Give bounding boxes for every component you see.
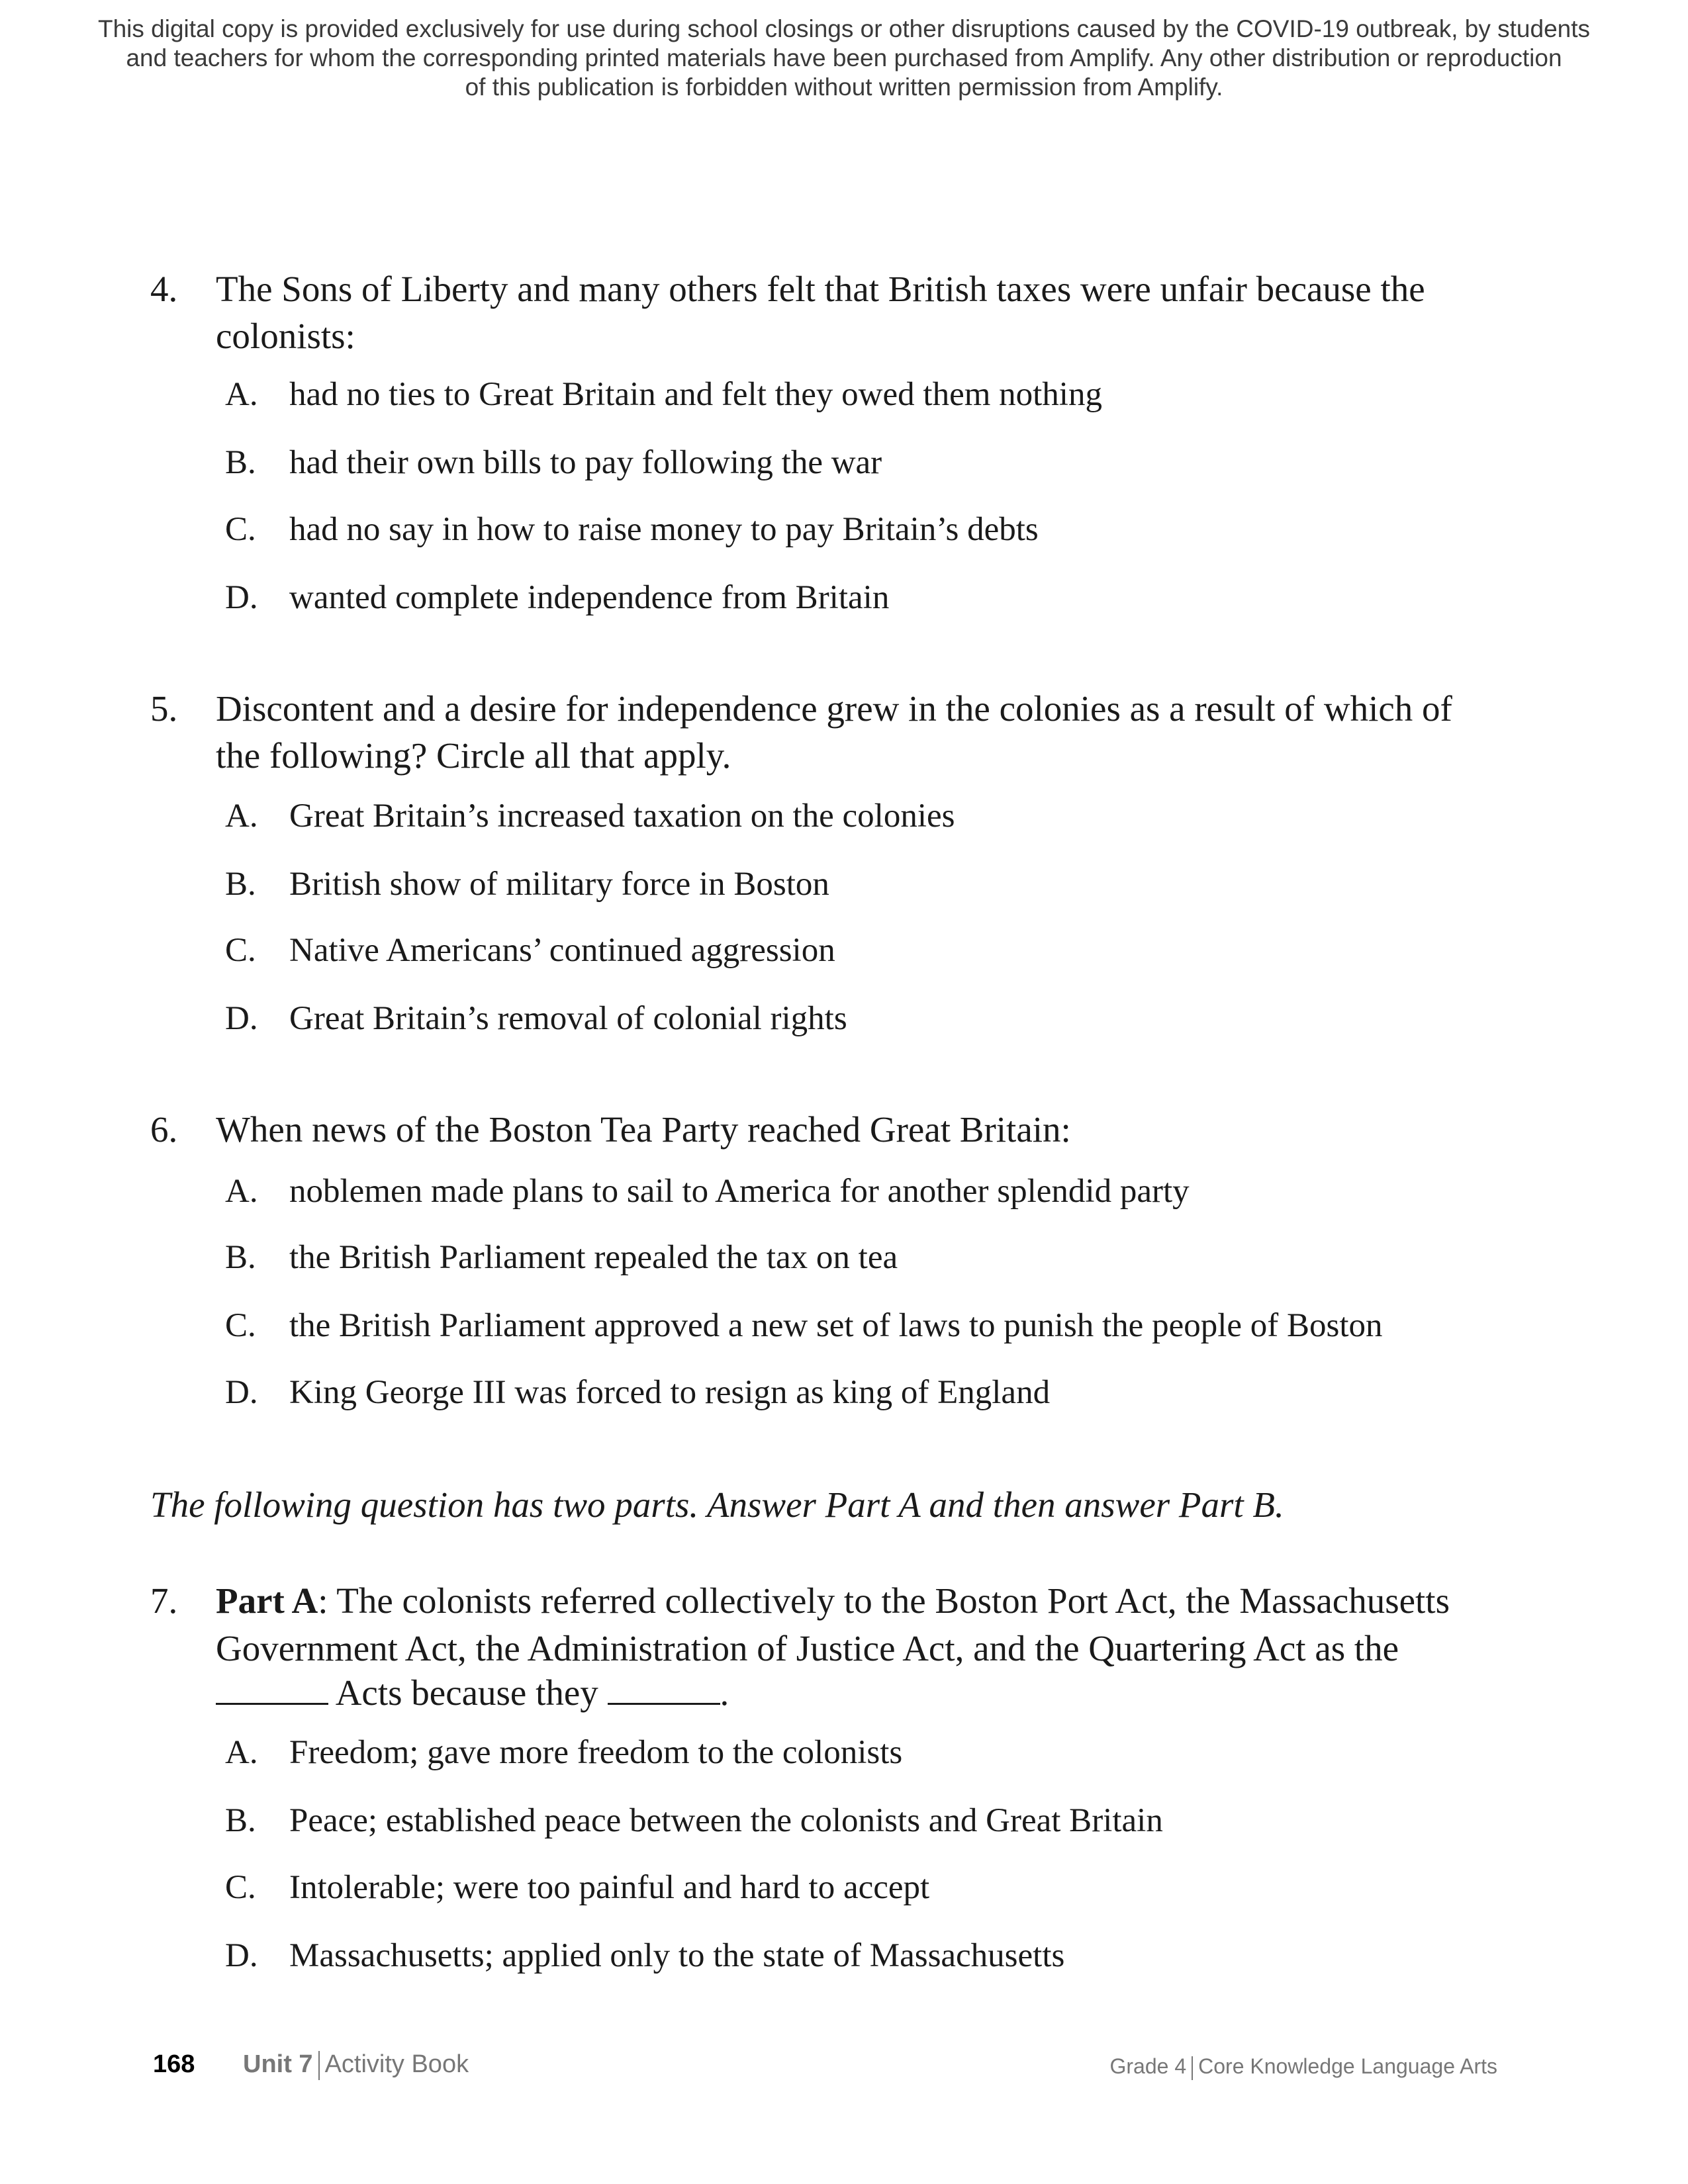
footer-unit (243, 2050, 469, 2080)
question-number: 7. (150, 1580, 178, 1621)
option-text[interactable]: had no say in how to raise money to pay Britain’s debts (289, 511, 1039, 548)
question-number: 4. (150, 269, 178, 309)
book-label: Activity Book (324, 2050, 469, 2078)
option-text[interactable]: King George III was forced to resign as king of England (289, 1374, 1051, 1411)
question-text: Government Act, the Administration of Justice Act, and the Quartering Act as the (216, 1628, 1399, 1668)
part-label: Part A (216, 1580, 318, 1621)
question-text: colonists: (216, 316, 355, 356)
option-text[interactable]: Peace; established peace between the colonists and Great Britain (289, 1802, 1163, 1839)
option-text[interactable]: Great Britain’s removal of colonial rights (289, 1000, 847, 1037)
option-text[interactable]: Intolerable; were too painful and hard to accept (289, 1869, 930, 1906)
option-text[interactable]: British show of military force in Boston (289, 866, 829, 903)
option-letter[interactable]: A. (225, 797, 258, 835)
answer-blank (216, 1672, 328, 1705)
notice-line: of this publication is forbidden without written permission from Amplify. (465, 73, 1223, 101)
option-letter[interactable]: B. (225, 1802, 256, 1839)
question-text: Discontent and a desire for independence grew in the colonies as a result of which of (216, 688, 1452, 729)
question-text: the following? Circle all that apply. (216, 735, 731, 776)
question-text: When news of the Boston Tea Party reached Great Britain: (216, 1109, 1071, 1150)
option-letter[interactable]: A. (225, 1734, 258, 1771)
copyright-notice (0, 15, 1688, 102)
option-letter[interactable]: D. (225, 579, 258, 616)
notice-line: and teachers for whom the corresponding printed materials have been purchased from Amplify. Any other distribution or reproduction (126, 44, 1562, 71)
question-text: . (720, 1672, 729, 1713)
option-letter[interactable]: B. (225, 866, 256, 903)
footer-series (1110, 2054, 1498, 2080)
question-text: The Sons of Liberty and many others felt that British taxes were unfair because the (216, 269, 1425, 309)
instruction-text: The following question has two parts. Answer Part A and then answer Part B. (150, 1484, 1284, 1525)
question-text: : The colonists referred collectively to the Boston Port Act, the Massachusetts (318, 1580, 1450, 1621)
option-letter[interactable]: C. (225, 511, 256, 548)
question-text: Acts because they (328, 1672, 608, 1713)
notice-line: This digital copy is provided exclusively for use during school closings or other disruptions caused by the COVID-19 outbreak, by students (97, 15, 1591, 42)
option-letter[interactable]: B. (225, 1239, 256, 1276)
option-letter[interactable]: D. (225, 1374, 258, 1411)
option-text[interactable]: wanted complete independence from Britain (289, 579, 890, 616)
answer-blank (608, 1672, 720, 1705)
question-number: 5. (150, 688, 178, 729)
option-text[interactable]: Massachusetts; applied only to the state of Massachusetts (289, 1937, 1065, 1974)
option-letter[interactable]: C. (225, 932, 256, 969)
option-letter[interactable]: C. (225, 1307, 256, 1344)
option-text[interactable]: the British Parliament approved a new set of laws to punish the people of Boston (289, 1307, 1383, 1344)
option-text[interactable]: Freedom; gave more freedom to the colonists (289, 1734, 903, 1771)
option-letter[interactable]: C. (225, 1869, 256, 1906)
divider (1192, 2056, 1193, 2080)
option-text[interactable]: the British Parliament repealed the tax on tea (289, 1239, 898, 1276)
divider (318, 2051, 320, 2080)
option-letter[interactable]: D. (225, 1937, 258, 1974)
page-number: 168 (153, 2050, 195, 2078)
option-text[interactable]: had no ties to Great Britain and felt they owed them nothing (289, 376, 1102, 413)
grade-label: Grade 4 (1109, 2054, 1187, 2078)
option-text[interactable]: Native Americans’ continued aggression (289, 932, 835, 969)
option-letter[interactable]: D. (225, 1000, 258, 1037)
option-letter[interactable]: A. (225, 1173, 258, 1210)
series-label: Core Knowledge Language Arts (1198, 2054, 1497, 2078)
option-text[interactable]: Great Britain’s increased taxation on the colonies (289, 797, 955, 835)
option-text[interactable]: had their own bills to pay following the war (289, 444, 882, 481)
unit-label: Unit 7 (243, 2050, 313, 2078)
option-text[interactable]: noblemen made plans to sail to America for another splendid party (289, 1173, 1190, 1210)
question-number: 6. (150, 1109, 178, 1150)
option-letter[interactable]: B. (225, 444, 256, 481)
option-letter[interactable]: A. (225, 376, 258, 413)
